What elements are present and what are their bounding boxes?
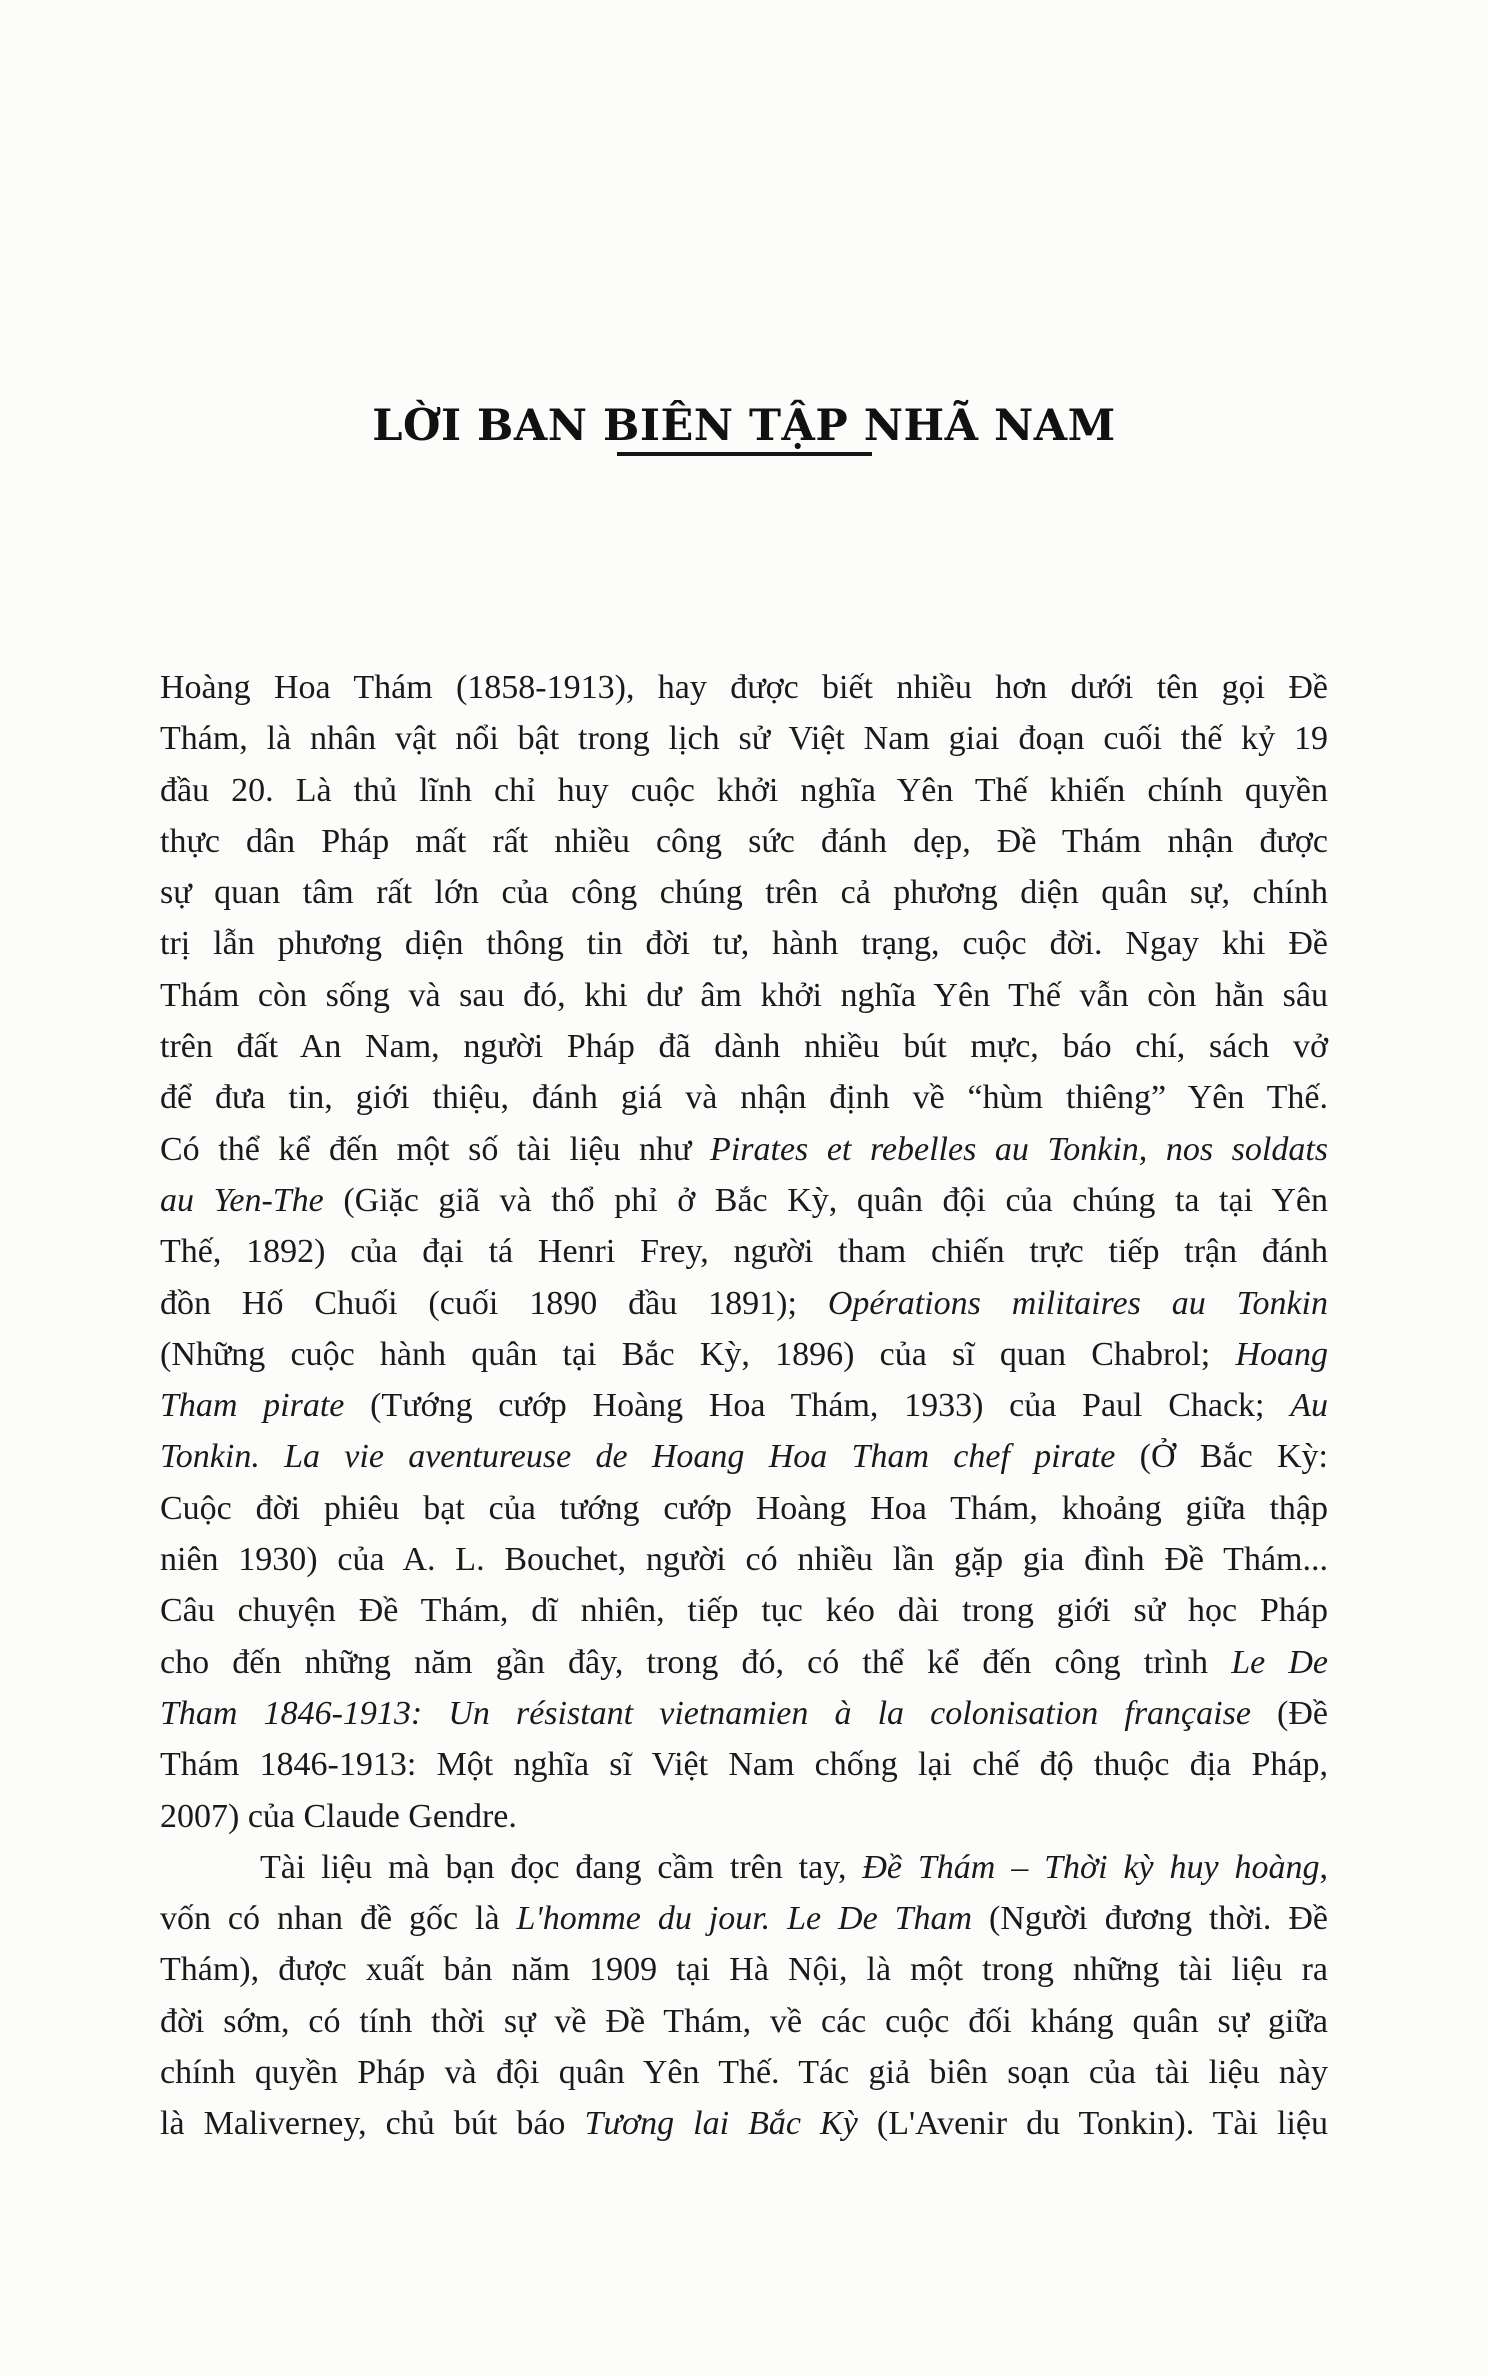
- text-line: [160, 1688, 1328, 1739]
- text-line: [160, 1637, 1328, 1688]
- text-segment: (Giặc giã và thổ phỉ ở Bắc Kỳ, quân đội của chúng ta tại Yên: [323, 1181, 1328, 1219]
- text-segment: Có thể kể đến một số tài liệu như: [160, 1130, 711, 1168]
- text-segment: Hoàng Hoa Thám (1858-1913), hay được biết nhiều hơn dưới tên gọi Đề: [160, 669, 1328, 706]
- body-text: [160, 662, 1328, 2150]
- text-segment: Thám, là nhân vật nổi bật trong lịch sử Việt Nam giai đoạn cuối thế kỷ 19: [160, 720, 1328, 758]
- text-segment: đầu 20. Là thủ lĩnh chỉ huy cuộc khởi nghĩa Yên Thế khiến chính quyền: [160, 771, 1328, 809]
- italic-title-text: Đề Thám – Thời kỳ huy hoàng: [862, 1848, 1320, 1886]
- text-segment: ,: [1319, 1848, 1328, 1886]
- text-line: [160, 1842, 1328, 1893]
- text-segment: Tài liệu mà bạn đọc đang cầm trên tay,: [260, 1848, 863, 1886]
- text-line: [160, 2098, 1328, 2149]
- text-line: [160, 713, 1328, 764]
- text-segment: đồn Hố Chuối (cuối 1890 đầu 1891);: [160, 1284, 828, 1322]
- text-segment: (L'Avenir du Tonkin). Tài liệu: [857, 2105, 1328, 2143]
- text-line: [160, 1585, 1328, 1636]
- text-line: [160, 1739, 1328, 1790]
- text-line: [160, 1380, 1328, 1431]
- page-title: LỜI BAN BIÊN TẬP NHÃ NAM: [372, 400, 1116, 451]
- text-line: [160, 1483, 1328, 1534]
- italic-title-text: L'homme du jour. Le De Tham: [516, 1900, 973, 1938]
- paragraph: [160, 662, 1328, 1842]
- italic-title-text: Hoang: [1235, 1335, 1328, 1373]
- text-line: [160, 918, 1328, 969]
- italic-title-text: Pirates et rebelles au Tonkin, nos soldats: [710, 1130, 1328, 1168]
- text-segment: cho đến những năm gần đây, trong đó, có thể kể đến công trình: [160, 1643, 1232, 1681]
- text-segment: Thám còn sống và sau đó, khi dư âm khởi nghĩa Yên Thế vẫn còn hằn sâu: [160, 976, 1328, 1014]
- text-segment: Thế, 1892) của đại tá Henri Frey, người tham chiến trực tiếp trận đánh: [160, 1233, 1328, 1271]
- text-segment: Câu chuyện Đề Thám, dĩ nhiên, tiếp tục kéo dài trong giới sử học Pháp: [160, 1592, 1328, 1630]
- text-segment: 2007) của Claude Gendre.: [160, 1797, 517, 1835]
- text-line: [160, 1893, 1328, 1944]
- text-segment: (Những cuộc hành quân tại Bắc Kỳ, 1896) của sĩ quan Chabrol;: [160, 1335, 1236, 1373]
- text-line: [160, 1175, 1328, 1226]
- paragraph: [160, 1842, 1328, 2150]
- text-line: [160, 662, 1328, 713]
- text-segment: Thám 1846-1913: Một nghĩa sĩ Việt Nam chống lại chế độ thuộc địa Pháp,: [160, 1746, 1328, 1784]
- italic-title-text: Opérations militaires au Tonkin: [827, 1284, 1328, 1322]
- italic-title-text: Au: [1290, 1387, 1328, 1425]
- text-line: [160, 816, 1328, 867]
- text-line: [160, 765, 1328, 816]
- italic-title-text: Tương lai Bắc Kỳ: [584, 2105, 858, 2143]
- text-line: [160, 1944, 1328, 1995]
- text-line: [160, 867, 1328, 918]
- text-line: [160, 1996, 1328, 2047]
- text-line: [160, 1791, 1328, 1842]
- italic-title-text: Tham 1846-1913: Un résistant vietnamien à la colonisation française: [160, 1694, 1251, 1732]
- text-segment: thực dân Pháp mất rất nhiều công sức đánh dẹp, Đề Thám nhận được: [160, 822, 1328, 860]
- text-line: [160, 1278, 1328, 1329]
- text-segment: là Maliverney, chủ bút báo: [160, 2105, 585, 2143]
- text-line: [160, 1329, 1328, 1380]
- text-segment: (Đề: [1250, 1694, 1328, 1732]
- text-line: [160, 1226, 1328, 1277]
- text-segment: (Người đương thời. Đề: [972, 1900, 1328, 1938]
- italic-title-text: Tham pirate: [160, 1387, 345, 1425]
- text-line: [160, 2047, 1328, 2098]
- title-divider: [617, 452, 872, 456]
- text-line: [160, 1534, 1328, 1585]
- text-segment: Cuộc đời phiêu bạt của tướng cướp Hoàng Hoa Thám, khoảng giữa thập: [160, 1489, 1328, 1527]
- text-line: [160, 1431, 1328, 1482]
- text-segment: trị lẫn phương diện thông tin đời tư, hành trạng, cuộc đời. Ngay khi Đề: [160, 925, 1328, 963]
- italic-title-text: au Yen-The: [160, 1181, 324, 1219]
- text-segment: niên 1930) của A. L. Bouchet, người có nhiều lần gặp gia đình Đề Thám...: [160, 1541, 1328, 1579]
- text-segment: để đưa tin, giới thiệu, đánh giá và nhận định về “hùm thiêng” Yên Thế.: [160, 1079, 1328, 1117]
- italic-title-text: Le De: [1231, 1643, 1328, 1681]
- text-segment: vốn có nhan đề gốc là: [160, 1900, 517, 1938]
- text-line: [160, 970, 1328, 1021]
- text-line: [160, 1021, 1328, 1072]
- text-segment: trên đất An Nam, người Pháp đã dành nhiều bút mực, báo chí, sách vở: [160, 1028, 1328, 1066]
- text-line: [160, 1124, 1328, 1175]
- text-segment: (Ở Bắc Kỳ:: [1115, 1438, 1328, 1476]
- text-segment: Thám), được xuất bản năm 1909 tại Hà Nội, là một trong những tài liệu ra: [160, 1951, 1328, 1989]
- text-segment: đời sớm, có tính thời sự về Đề Thám, về các cuộc đối kháng quân sự giữa: [160, 2002, 1328, 2040]
- text-segment: sự quan tâm rất lớn của công chúng trên cả phương diện quân sự, chính: [160, 874, 1328, 912]
- italic-title-text: Tonkin. La vie aventureuse de Hoang Hoa Tham chef pirate: [160, 1438, 1116, 1476]
- text-segment: chính quyền Pháp và đội quân Yên Thế. Tác giả biên soạn của tài liệu này: [160, 2054, 1328, 2092]
- text-segment: (Tướng cướp Hoàng Hoa Thám, 1933) của Paul Chack;: [344, 1387, 1291, 1425]
- text-line: [160, 1072, 1328, 1123]
